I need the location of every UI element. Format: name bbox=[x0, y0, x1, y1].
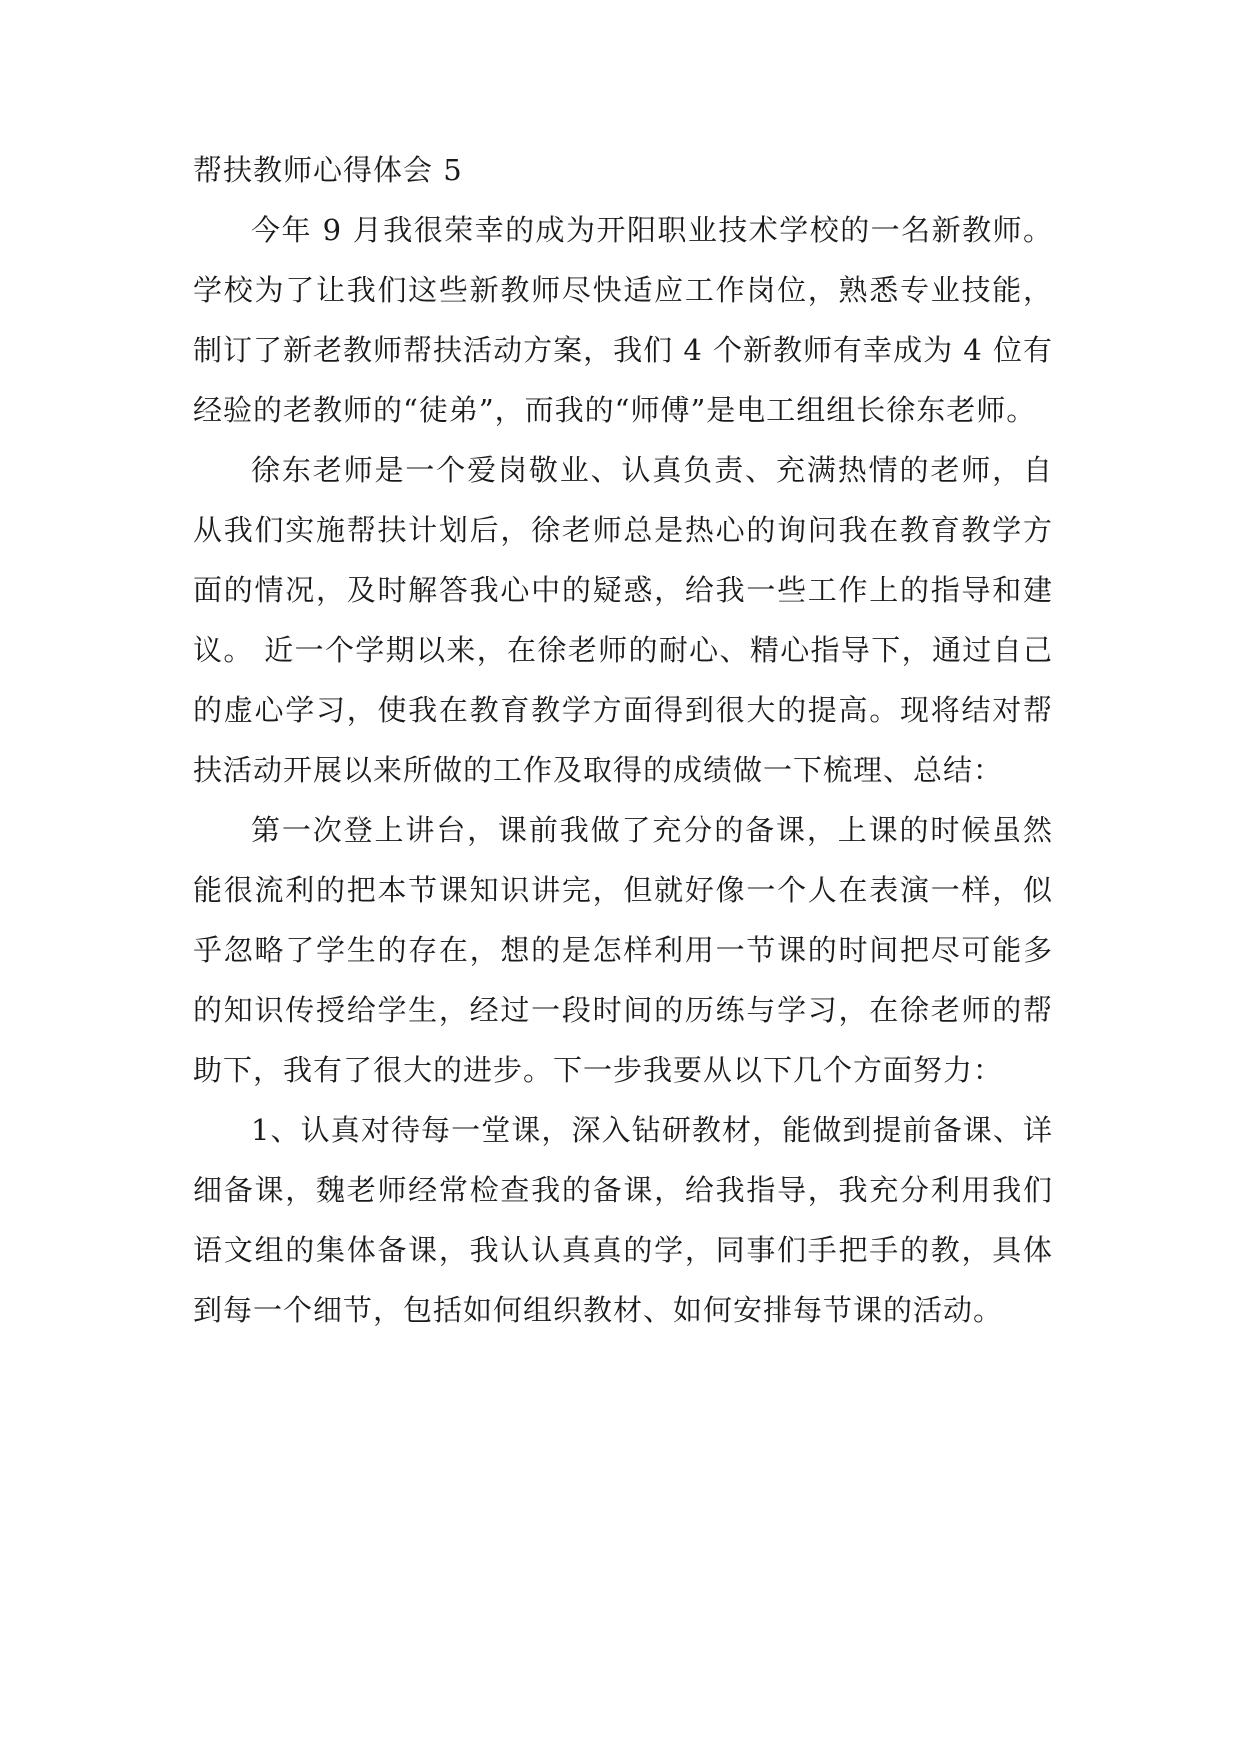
paragraph-first-lesson: 第一次登上讲台，课前我做了充分的备课，上课的时候虽然能很流利的把本节课知识讲完，但就好像一个人在表演一样，似乎忽略了学生的存在，想的是怎样利用一节课的时间把尽可能多的知识传授给学生，经过一段时间的历练与学习，在徐老师的帮助下，我有了很大的进步。下一步我要从以下几个方面努力： bbox=[193, 813, 1053, 1087]
paragraph-point-1: 1、认真对待每一堂课，深入钻研教材，能做到提前备课、详细备课，魏老师经常检查我的备课，给我指导，我充分利用我们语文组的集体备课，我认认真真的学，同事们手把手的教，具体到每一个细节，包括如何组织教材、如何安排每节课的活动。 bbox=[193, 1113, 1053, 1327]
document-body bbox=[193, 140, 1053, 1340]
paragraph-intro: 今年 9 月我很荣幸的成为开阳职业技术学校的一名新教师。学校为了让我们这些新教师尽快适应工作岗位，熟悉专业技能，制订了新老教师帮扶活动方案，我们 4 个新教师有幸成为 4 位有经验的老教师的“徒弟”，而我的“师傅”是电工组组长徐东老师。 bbox=[193, 213, 1053, 427]
paragraph-mentor: 徐东老师是一个爱岗敬业、认真负责、充满热情的老师，自从我们实施帮扶计划后，徐老师总是热心的询问我在教育教学方面的情况，及时解答我心中的疑惑，给我一些工作上的指导和建议。 近一个学期以来，在徐老师的耐心、精心指导下，通过自己的虚心学习，使我在教育教学方面得到很大的提高。现将结对帮扶活动开展以来所做的工作及取得的成绩做一下梳理、总结： bbox=[193, 453, 1053, 787]
document-title: 帮扶教师心得体会 5 bbox=[193, 153, 463, 187]
